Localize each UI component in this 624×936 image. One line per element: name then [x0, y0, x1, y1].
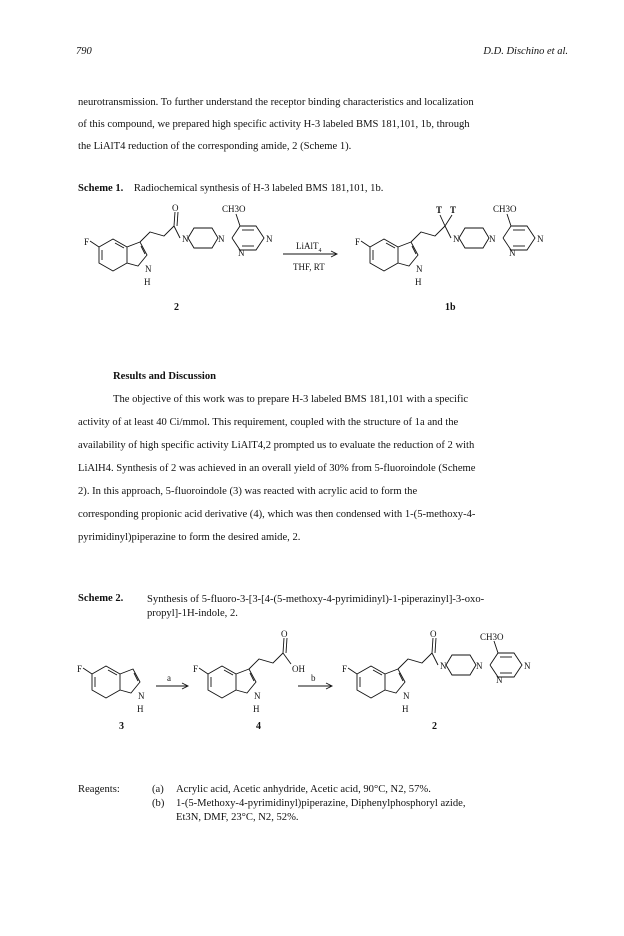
results-heading: Results and Discussion [113, 371, 217, 382]
atom-F: F [355, 237, 361, 247]
atom-O: O [281, 629, 288, 639]
atom-H: H [402, 704, 409, 714]
scheme1-reagent-top: LiAlT$_4$ [296, 241, 322, 254]
atom-CH3O: CH3O [480, 632, 504, 642]
scheme2-compound-4: 4 [256, 721, 261, 732]
page-number: 790 [76, 46, 92, 57]
atom-N: N [182, 234, 189, 244]
scheme2-step-b: b [311, 673, 316, 683]
atom-N: N [254, 691, 261, 701]
reagent-b-line-1: 1-(5-Methoxy-4-pyrimidinyl)piperazine, Diphenylphosphoryl azide, [176, 798, 466, 809]
atom-N: N [496, 675, 503, 685]
atom-N: N [145, 264, 152, 274]
scheme2-compound-3: 3 [119, 721, 124, 732]
atom-H: H [415, 277, 422, 287]
atom-F: F [84, 237, 90, 247]
atom-N: N [489, 234, 496, 244]
atom-T: T [450, 205, 457, 215]
results-line-7: pyrimidinyl)piperazine to form the desired amide, 2. [78, 532, 301, 543]
atom-N: N [440, 661, 447, 671]
atom-N: N [509, 248, 516, 258]
scheme1-compound-right: 1b [445, 302, 456, 313]
scheme2-label: Scheme 2. [78, 593, 124, 604]
scheme1-reagent-bottom: THF, RT [293, 262, 325, 272]
scheme2-step-a: a [167, 673, 171, 683]
atom-OH: OH [292, 664, 305, 674]
atom-H: H [253, 704, 260, 714]
reagent-a-text: Acrylic acid, Acetic anhydride, Acetic acid, 90°C, N2, 57%. [176, 784, 431, 795]
atom-N: N [403, 691, 410, 701]
intro-line-1: neurotransmission. To further understand the receptor binding characteristics and localization [78, 97, 474, 108]
results-line-6: corresponding propionic acid derivative (4), which was then condensed with 1-(5-methoxy-4- [78, 509, 476, 520]
reagents-label: Reagents: [78, 784, 120, 795]
atom-CH3O: CH3O [222, 204, 246, 214]
atom-N: N [266, 234, 273, 244]
atom-N: N [138, 691, 145, 701]
reagent-b-line-2: Et3N, DMF, 23°C, N2, 52%. [176, 812, 299, 823]
scheme2-title-line-2: propyl]-1H-indole, 2. [147, 608, 238, 619]
results-line-1: The objective of this work was to prepare H-3 labeled BMS 181,101 with a specific [113, 394, 469, 405]
atom-H: H [144, 277, 151, 287]
atom-O: O [172, 203, 179, 213]
intro-line-3: the LiAlT4 reduction of the corresponding amide, 2 (Scheme 1). [78, 141, 352, 152]
atom-F: F [193, 664, 199, 674]
scheme1-label: Scheme 1. [78, 183, 124, 194]
atom-O: O [430, 629, 437, 639]
atom-N: N [453, 234, 460, 244]
atom-N: N [537, 234, 544, 244]
reagent-b-marker: (b) [152, 798, 165, 809]
atom-H: H [137, 704, 144, 714]
scheme2-compound-2: 2 [432, 721, 437, 732]
scheme1-compound-left: 2 [174, 302, 179, 313]
scheme2-title-line-1: Synthesis of 5-fluoro-3-[3-[4-(5-methoxy-4-pyrimidinyl)-1-piperazinyl]-3-oxo- [147, 594, 485, 605]
atom-F: F [342, 664, 348, 674]
atom-F: F [77, 664, 83, 674]
scheme1-title: Radiochemical synthesis of H-3 labeled BMS 181,101, 1b. [133, 183, 384, 194]
results-line-5: 2). In this approach, 5-fluoroindole (3) was reacted with acrylic acid to form the [78, 486, 418, 497]
results-line-3: availability of high specific activity LiAlT4,2 prompted us to evaluate the reduction of 2 with [78, 440, 475, 451]
atom-N: N [218, 234, 225, 244]
atom-N: N [476, 661, 483, 671]
atom-T: T [436, 205, 443, 215]
results-line-2: activity of at least 40 Ci/mmol. This requirement, coupled with the structure of 1a and the [78, 417, 459, 428]
atom-N: N [416, 264, 423, 274]
running-header-authors: D.D. Dischino et al. [483, 46, 568, 57]
intro-line-2: of this compound, we prepared high specific activity H-3 labeled BMS 181,101, 1b, through [78, 119, 470, 130]
results-line-4: LiAlH4. Synthesis of 2 was achieved in an overall yield of 30% from 5-fluoroindole (Scheme [78, 463, 476, 474]
reagent-a-marker: (a) [152, 784, 164, 795]
atom-N: N [238, 248, 245, 258]
atom-CH3O: CH3O [493, 204, 517, 214]
atom-N: N [524, 661, 531, 671]
